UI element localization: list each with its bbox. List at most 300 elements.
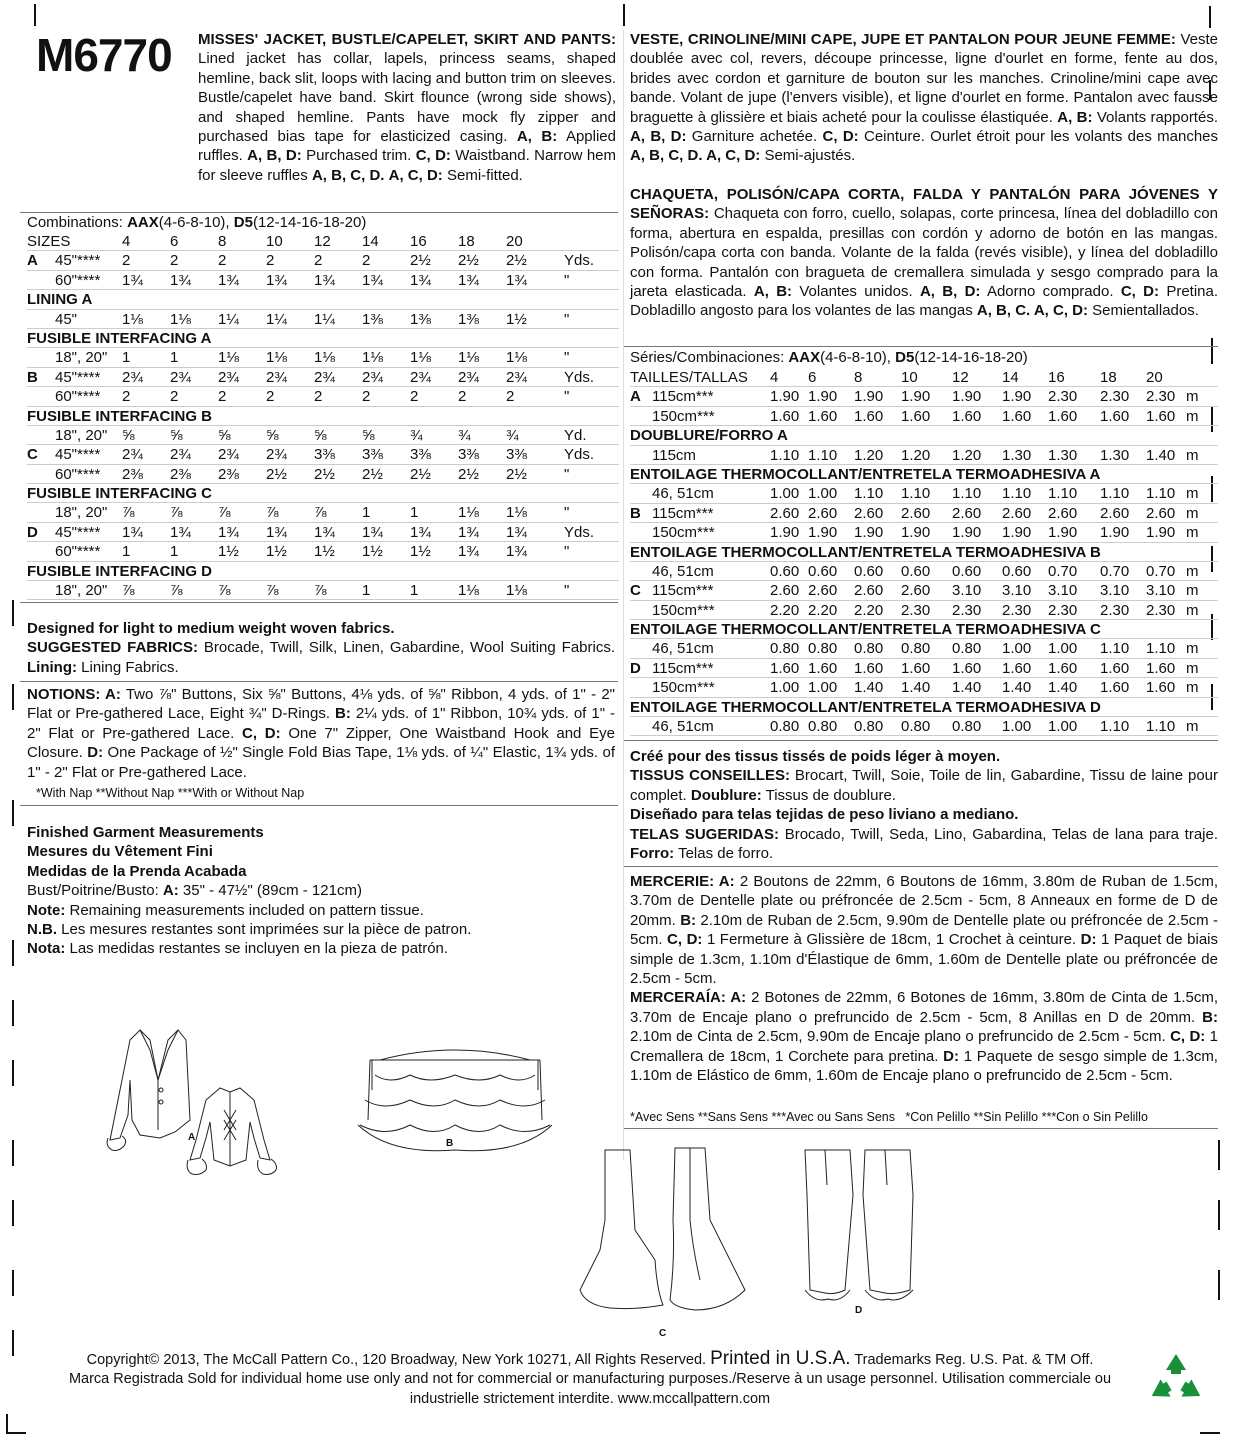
yardage-cell: 2½: [314, 465, 335, 483]
notions-text: 1 Fermeture à Glissière de 18cm, 1 Crochet à ceinture.: [706, 931, 1077, 949]
yardage-cell: 2: [170, 252, 179, 270]
size-column-header: 16: [410, 233, 427, 250]
yardage-cell: 2⅜: [170, 465, 191, 483]
unit-cell: ": [564, 388, 570, 406]
divider: [20, 212, 618, 213]
yardage-cell: 1.60: [1100, 407, 1130, 425]
crop-mark: [12, 1330, 14, 1356]
yardage-cell: 1⅛: [170, 310, 191, 328]
sizes-header: TAILLES/TALLAS: [630, 369, 748, 386]
yardage-cell: 1.10: [770, 446, 800, 464]
table-section-row: [27, 329, 619, 348]
yardage-cell: 2: [122, 252, 131, 270]
yardage-cell: 1¾: [266, 271, 287, 289]
view-c-illustration: [575, 1140, 755, 1339]
yardage-cell: 2¾: [362, 368, 383, 386]
yardage-cell: 2.60: [1048, 504, 1078, 522]
yardage-cell: 1.60: [1002, 659, 1032, 677]
view-letter: C: [27, 446, 38, 464]
notions-label: C, D:: [667, 931, 703, 949]
divider: [20, 602, 618, 603]
yardage-cell: 0.60: [770, 562, 800, 580]
yardage-cell: 1¾: [122, 271, 143, 289]
yardage-cell: 1.10: [952, 485, 982, 503]
suggested-text: Brocart, Twill, Soie, Toile de lin, Gabardine, Tissu de laine pour complet.: [630, 767, 1218, 804]
yardage-cell: 2¾: [218, 446, 239, 464]
yardage-cell: 1.60: [1100, 679, 1130, 697]
yardage-cell: 3.10: [1146, 582, 1176, 600]
yardage-cell: 2.60: [952, 504, 982, 522]
french-title: VESTE, CRINOLINE/MINI CAPE, JUPE ET PANTALON POUR JEUNE FEMME:: [630, 31, 1176, 48]
view-label-d: D: [855, 1305, 863, 1316]
unit-cell: ": [564, 504, 570, 522]
yardage-cell: 2¾: [122, 446, 143, 464]
yardage-cell: 1.10: [1100, 718, 1130, 736]
yardage-cell: 0.60: [854, 562, 884, 580]
yardage-cell: 2.60: [770, 504, 800, 522]
yardage-cell: 1¾: [218, 271, 239, 289]
size-column-header: 8: [854, 369, 863, 386]
table-row: [630, 601, 1218, 620]
yardage-cell: 1.60: [1100, 659, 1130, 677]
section-label: FUSIBLE INTERFACING A: [27, 329, 212, 347]
yardage-cell: 0.60: [901, 562, 931, 580]
note-text: Garniture achetée.: [691, 128, 818, 146]
yardage-cell: 1¾: [410, 271, 431, 289]
yardage-cell: 2.60: [808, 504, 838, 522]
yardage-cell: 1¾: [122, 523, 143, 541]
yardage-cell: 1.40: [1002, 679, 1032, 697]
fabric-width: 46, 51cm: [652, 562, 714, 580]
combo-sizes: (12-14-16-18-20): [252, 214, 367, 231]
yardage-cell: 1¾: [506, 523, 527, 541]
note-text: Volants rapportés.: [1096, 108, 1218, 126]
yardage-cell: 1.00: [808, 485, 838, 503]
divider: [624, 346, 1218, 347]
yardage-cell: 2¾: [122, 368, 143, 386]
yardage-cell: 1: [410, 504, 419, 522]
fabric-width: 46, 51cm: [652, 718, 714, 736]
fabrics-fr-es: [630, 747, 1218, 863]
yardage-cell: 1.90: [770, 388, 800, 406]
yardage-cell: 0.80: [901, 640, 931, 658]
yardage-cell: 1⅛: [458, 504, 479, 522]
table-row: [27, 310, 619, 329]
yardage-cell: 2: [266, 388, 275, 406]
notions-label: B:: [335, 705, 351, 723]
notions-text: One 7" Zipper, One Waistband Hook and Eye Closure.: [27, 724, 615, 762]
yardage-cell: 3⅜: [506, 446, 527, 464]
notions-text: One Package of ½" Single Fold Bias Tape, 1⅛ yds. of ¼" Elastic, 1¾ yds. of 1" - 2" Flat or Pre-gathered Lace.: [27, 744, 615, 781]
unit-cell: Yds.: [564, 446, 595, 464]
yardage-cell: 2½: [362, 465, 383, 483]
notions-label: D:: [943, 1047, 959, 1065]
yardage-cell: ⅞: [122, 582, 135, 600]
table-row: [630, 639, 1218, 658]
yardage-cell: 2.30: [1146, 388, 1176, 406]
yardage-cell: 2.30: [1100, 601, 1130, 619]
crop-mark: [12, 1140, 14, 1166]
crop-mark: [12, 1000, 14, 1026]
crop-mark: [1211, 338, 1213, 364]
yardage-cell: 0.70: [1146, 562, 1176, 580]
yardage-cell: 1.90: [808, 388, 838, 406]
yardage-cell: ⅞: [170, 504, 183, 522]
table-section-row: [27, 407, 619, 426]
yardage-cell: 1.20: [952, 446, 982, 464]
notions-label: MERCERIE: A:: [630, 873, 735, 890]
note-text: Semi-fitted.: [446, 166, 523, 184]
yardage-cell: 1: [362, 504, 371, 522]
unit-cell: m: [1186, 388, 1199, 406]
yardage-cell: 1.90: [1048, 524, 1078, 542]
yardage-cell: 2¾: [458, 368, 479, 386]
yardage-cell: 2: [122, 388, 131, 406]
yardage-cell: 1.00: [1002, 718, 1032, 736]
table-section-row: [27, 290, 619, 309]
crop-mark: [12, 940, 14, 966]
yardage-cell: 2¾: [410, 368, 431, 386]
yardage-cell: 0.80: [808, 718, 838, 736]
yardage-cell: 1.10: [901, 485, 931, 503]
english-title: MISSES' JACKET, BUSTLE/CAPELET, SKIRT AND PANTS:: [198, 31, 616, 48]
yardage-cell: 2.60: [854, 504, 884, 522]
fabric-width: 18", 20": [55, 426, 108, 444]
table-row: [27, 426, 619, 445]
yardage-cell: ⅝: [266, 426, 279, 444]
yardage-cell: ⅞: [314, 504, 327, 522]
yardage-cell: 1.00: [1048, 640, 1078, 658]
yardage-cell: 1¾: [266, 523, 287, 541]
unit-cell: m: [1186, 659, 1199, 677]
table-section-row: [630, 426, 1218, 445]
fabric-width: 60"****: [55, 543, 101, 561]
fabric-width: 150cm***: [652, 679, 715, 697]
yardage-cell: 1.60: [770, 407, 800, 425]
yardage-cell: 1: [122, 349, 131, 367]
yardage-cell: 1½: [314, 543, 335, 561]
yardage-cell: 1⅛: [362, 349, 383, 367]
unit-cell: ": [564, 543, 570, 561]
table-section-row: [630, 465, 1218, 484]
bust-label: Bust/Poitrine/Busto:: [27, 882, 159, 900]
yardage-cell: 2: [458, 388, 467, 406]
yardage-cell: 2¾: [506, 368, 527, 386]
yardage-cell: 1.10: [1048, 485, 1078, 503]
yardage-cell: 1.60: [854, 407, 884, 425]
crop-mark: [12, 1060, 14, 1086]
yardage-cell: 1¾: [314, 271, 335, 289]
yardage-cell: 1.60: [952, 659, 982, 677]
view-letter: B: [27, 368, 38, 386]
metric-table: [630, 368, 1218, 736]
table-row: [27, 368, 619, 387]
yardage-cell: 1⅛: [458, 582, 479, 600]
note-label: A, B, C, D. A, C, D:: [630, 147, 761, 165]
size-column-header: 8: [218, 233, 227, 250]
recycle-icon: [1148, 1352, 1204, 1411]
yardage-cell: 1⅛: [410, 349, 431, 367]
yardage-cell: 2⅜: [122, 465, 143, 483]
french-description: [630, 30, 1218, 166]
yardage-cell: 2½: [458, 252, 479, 270]
note-label: C, D:: [1120, 283, 1159, 301]
yardage-cell: 2: [314, 252, 323, 270]
pattern-number: M6770: [36, 29, 172, 81]
yardage-cell: 1⅛: [506, 582, 527, 600]
yardage-cell: 0.80: [854, 718, 884, 736]
table-section-row: [630, 698, 1218, 717]
yardage-cell: 2: [410, 388, 419, 406]
yardage-cell: 2¾: [266, 368, 287, 386]
measurements-title: Medidas de la Prenda Acabada: [27, 862, 247, 880]
yardage-cell: 1.90: [901, 388, 931, 406]
section-label: DOUBLURE/FORRO A: [630, 427, 788, 445]
table-row: [27, 465, 619, 484]
yardage-cell: 1: [410, 582, 419, 600]
yardage-cell: 2: [362, 388, 371, 406]
yardage-cell: 0.60: [1002, 562, 1032, 580]
unit-cell: Yds.: [564, 368, 595, 386]
fabric-width: 115cm***: [652, 504, 714, 522]
yardage-cell: 1⅛: [122, 310, 143, 328]
yardage-cell: 1¾: [506, 271, 527, 289]
spanish-title: CHAQUETA, POLISÓN/CAPA CORTA, FALDA Y PANTALÓN PARA JÓVENES Y SEÑORAS:: [630, 186, 1218, 223]
yardage-cell: 1.20: [854, 446, 884, 464]
note-text: Pretina. Dobladillo angosto para los volantes de las mangas: [630, 283, 1219, 320]
yardage-cell: 2.30: [952, 601, 982, 619]
note-label: A, B, C, D.: [311, 166, 385, 184]
fabric-width: 46, 51cm: [652, 485, 714, 503]
size-column-header: 18: [1100, 369, 1117, 386]
yardage-table: [27, 232, 619, 600]
yardage-cell: 0.60: [808, 562, 838, 580]
note-label: C, D:: [415, 147, 451, 165]
yardage-cell: 2.60: [901, 504, 931, 522]
yardage-cell: 1.60: [808, 407, 838, 425]
fabric-width: 45"****: [55, 368, 101, 386]
yardage-cell: 2: [170, 388, 179, 406]
unit-cell: m: [1186, 562, 1199, 580]
yardage-cell: 1¾: [314, 523, 335, 541]
note-text: Remaining measurements included on pattern tissue.: [69, 901, 424, 919]
yardage-cell: 1: [122, 543, 131, 561]
yardage-cell: 2¾: [170, 446, 191, 464]
yardage-cell: 0.80: [770, 718, 800, 736]
yardage-cell: 3.10: [1100, 582, 1130, 600]
yardage-cell: 1.90: [808, 524, 838, 542]
note-text: Semientallados.: [1092, 302, 1199, 320]
yardage-cell: ⅞: [218, 504, 231, 522]
yardage-cell: 1.10: [1002, 485, 1032, 503]
yardage-cell: 3⅜: [410, 446, 431, 464]
note-label: A, B, D:: [247, 147, 302, 165]
combo-sizes: (12-14-16-18-20): [914, 349, 1028, 366]
unit-cell: ": [564, 271, 570, 289]
yardage-cell: 3⅜: [314, 446, 335, 464]
yardage-cell: 2: [314, 388, 323, 406]
suggested-text: Brocade, Twill, Silk, Linen, Gabardine, Wool Suiting Fabrics.: [203, 639, 616, 657]
table-row: [630, 717, 1218, 736]
table-row: [630, 387, 1218, 406]
note-label: A, B, D:: [630, 128, 687, 146]
nap-note-en: *With Nap **Without Nap ***With or Without Nap: [36, 786, 305, 800]
nap-note-fr-es: *Avec Sens **Sans Sens ***Avec ou Sans Sens *Con Pelillo **Sin Pelillo ***Con o Sin Pelillo: [630, 1110, 1148, 1124]
table-row: [27, 271, 619, 290]
divider: [624, 740, 1218, 741]
yardage-cell: 1¾: [458, 543, 479, 561]
view-letter: A: [630, 388, 641, 406]
yardage-cell: 0.80: [770, 640, 800, 658]
yardage-cell: 1: [362, 582, 371, 600]
designed-text: Créé pour des tissus tissés de poids léger à moyen.: [630, 748, 1001, 765]
yardage-cell: 1.00: [770, 485, 800, 503]
fabric-width: 45"****: [55, 252, 101, 270]
yardage-cell: 2⅜: [218, 465, 239, 483]
table-row: [630, 562, 1218, 581]
note-label: A, B:: [753, 283, 793, 301]
unit-cell: Yd.: [564, 426, 587, 444]
footer-marca-2: industrielle strictement interdite. www.mccallpattern.com: [409, 1391, 771, 1407]
yardage-cell: 0.70: [1048, 562, 1078, 580]
notions-label: B:: [680, 911, 697, 929]
yardage-cell: 1¾: [362, 523, 383, 541]
view-letter: D: [630, 659, 641, 677]
mercerie: [630, 872, 1218, 1085]
yardage-cell: 3.10: [1048, 582, 1078, 600]
notions-text: 2 Botones de 22mm, 6 Botones de 16mm, 3.80m de Cinta de 1.5cm, 3.70m de Encaje plano o prefruncido de 2.5cm - 5cm, 8 Anillas en D de 20mm.: [630, 989, 1218, 1026]
yardage-cell: 2: [506, 388, 515, 406]
notions-text: 2 Boutons de 22mm, 6 Boutons de 16mm, 3.80m de Ruban de 1.5cm, 3.70m de Dentelle plate ou préfroncée de 2.5cm - 5cm, 8 Anneaux en forme de D de 20mm.: [630, 873, 1219, 929]
table-section-row: [27, 562, 619, 581]
yardage-cell: 1.90: [1002, 524, 1032, 542]
unit-cell: m: [1186, 679, 1199, 697]
yardage-cell: 0.70: [1100, 562, 1130, 580]
yardage-cell: 1.60: [901, 407, 931, 425]
note-label: N.B.: [27, 921, 57, 939]
yardage-cell: 1.10: [808, 446, 838, 464]
size-column-header: 20: [1146, 369, 1163, 386]
yardage-cell: 2½: [410, 252, 431, 270]
note-text: Waistband. Narrow hem for sleeve ruffles: [198, 147, 617, 184]
footer-copyright-line: [40, 1348, 1140, 1370]
note-label: A, B, C. A, C, D:: [976, 302, 1088, 320]
measurements-title: Finished Garment Measurements: [27, 824, 264, 841]
fabric-width: 60"****: [55, 271, 101, 289]
table-row: [630, 504, 1218, 523]
yardage-cell: 1.60: [952, 407, 982, 425]
french-body: Veste doublée avec col, revers, découpe princesse, ligne d'ourlet en forme, fente au dos, brides avec cordon et garniture de bouton sur les manches. Crinoline/mini cape avec bande. Volant de jupe (l'envers visible), et ligne d'ourlet en forme. Pantalon avec fausse braguette à glissière et biais acheté pour la coulisse élastiquée.: [630, 31, 1219, 126]
fabric-width: 115cm: [652, 446, 696, 464]
yardage-cell: 1.10: [1100, 640, 1130, 658]
yardage-cell: 2.30: [901, 601, 931, 619]
yardage-cell: ⅝: [170, 426, 183, 444]
yardage-cell: 1.90: [770, 524, 800, 542]
section-label: ENTOILAGE THERMOCOLLANT/ENTRETELA TERMOADHESIVA B: [630, 543, 1101, 561]
unit-cell: m: [1186, 504, 1199, 522]
yardage-cell: 2: [266, 252, 275, 270]
english-body: Lined jacket has collar, lapels, princess seams, shaped hemline, back slit, loops with lacing and button trim on sleeves. Bustle/capelet have band. Skirt flounce (wrong side shows), and shaped hemline. Pants have mock fly zipper and purchased bias tape for elasticized casing.: [198, 50, 616, 146]
lining-text: Tissus de doublure.: [765, 786, 896, 804]
yardage-cell: 2¾: [266, 446, 287, 464]
note-text: Volantes unidos.: [799, 283, 913, 301]
crop-mark: [12, 1200, 14, 1226]
measurements-title: Mesures du Vêtement Fini: [27, 843, 213, 861]
table-row: [27, 503, 619, 522]
yardage-cell: 2: [218, 388, 227, 406]
view-letter: C: [630, 582, 641, 600]
yardage-cell: 1⅛: [314, 349, 335, 367]
unit-cell: m: [1186, 446, 1199, 464]
notions-en: [27, 685, 615, 782]
table-section-row: [27, 484, 619, 503]
yardage-cell: 2: [362, 252, 371, 270]
view-label-c: C: [659, 1328, 667, 1339]
unit-cell: ": [564, 349, 570, 367]
english-description: [198, 30, 616, 185]
table-row: [630, 446, 1218, 465]
yardage-cell: 2½: [458, 465, 479, 483]
lining-label: Lining:: [27, 658, 77, 676]
yardage-cell: 2.30: [1048, 601, 1078, 619]
size-column-header: 12: [952, 369, 969, 386]
note-label: A, B, D:: [919, 283, 981, 301]
unit-cell: m: [1186, 718, 1199, 736]
trademarks-text: Trademarks Reg. U.S. Pat. & TM Off.: [854, 1352, 1094, 1368]
combinations-label: Combinations:: [27, 214, 123, 231]
yardage-cell: 2½: [266, 465, 287, 483]
yardage-cell: 1.90: [952, 388, 982, 406]
yardage-cell: 3.10: [1002, 582, 1032, 600]
yardage-cell: 1¼: [314, 310, 335, 328]
note-label: Note:: [27, 901, 66, 919]
unit-cell: ": [564, 310, 570, 328]
table-header: [630, 368, 1218, 387]
note-text: Semi-ajustés.: [764, 147, 856, 165]
table-row: [27, 542, 619, 561]
yardage-cell: 2.60: [808, 582, 838, 600]
note-label: A, B:: [1057, 108, 1093, 126]
suggested-label: TISSUS CONSEILLES:: [630, 767, 790, 785]
size-column-header: 6: [808, 369, 817, 386]
note-label: C, D:: [822, 128, 859, 146]
yardage-cell: 1½: [506, 310, 527, 328]
footer-marca: Marca Registrada Sold for individual home use only and not for commercial or manufacturing purposes./Reserve à un usage personnel. Utilisation commerciale ou: [68, 1371, 1112, 1387]
notions-text: 1 Paquet de biais simple de 1.3cm, 1.10m d'Élastique de 6mm, 1.60m de Dentelle plate ou préfroncée de 2.5cm - 5cm.: [630, 931, 1219, 988]
note-text: Adorno comprado.: [986, 283, 1114, 301]
yardage-cell: 3.10: [952, 582, 982, 600]
yardage-cell: 1¾: [410, 523, 431, 541]
yardage-cell: 0.80: [901, 718, 931, 736]
fabric-width: 150cm***: [652, 524, 715, 542]
yardage-cell: 2: [218, 252, 227, 270]
size-column-header: 12: [314, 233, 331, 250]
crop-mark: [1218, 1200, 1220, 1230]
suggested-text: Brocado, Twill, Seda, Lino, Gabardina, Telas de lana para traje.: [784, 825, 1219, 843]
suggested-label: SUGGESTED FABRICS:: [27, 639, 198, 657]
lining-label: Doublure:: [690, 786, 762, 804]
yardage-cell: 1.30: [1100, 446, 1130, 464]
table-row: [630, 659, 1218, 678]
yardage-cell: 2½: [506, 465, 527, 483]
divider: [624, 866, 1218, 867]
yardage-cell: 2.30: [1100, 388, 1130, 406]
yardage-cell: 1.00: [1002, 640, 1032, 658]
yardage-cell: 1.90: [1146, 524, 1176, 542]
table-row: [27, 348, 619, 367]
unit-cell: ": [564, 465, 570, 483]
yardage-cell: 1⅜: [458, 310, 479, 328]
